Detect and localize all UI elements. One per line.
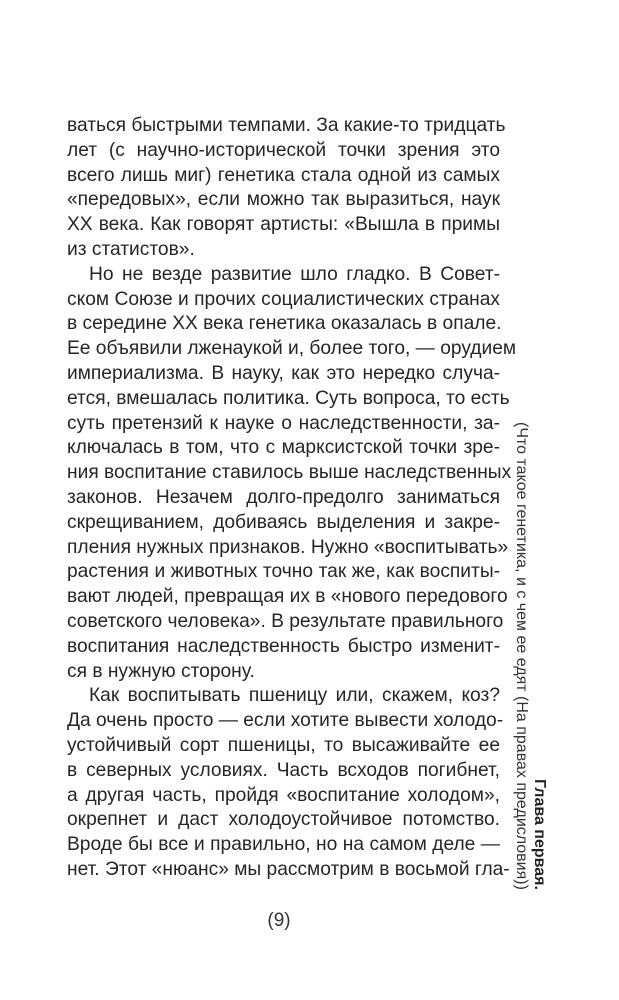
text-line: Но не везде развитие шло гладко. В Совет- — [89, 263, 500, 285]
text-line: нет. Этот «нюанс» мы рассмотрим в восьмой гла- — [67, 858, 510, 880]
text-line: ваться быстрыми темпами. За какие-то тридцать — [67, 115, 506, 136]
text-line: советского человека». В результате правильного — [67, 610, 504, 632]
text-line: Как воспитывать пшеницу или, скажем, коз? — [89, 685, 500, 707]
text-line: в северных условиях. Часть всходов погибнет, — [67, 759, 500, 781]
text-line: окрепнет и даст холодоустойчивое потомство. — [67, 809, 500, 831]
text-line: растения и животных точно так же, как воспиты- — [67, 561, 500, 583]
text-line: в середине XX века генетика оказалась в опале. — [67, 313, 502, 335]
chapter-subtitle: (Что такое генетика, и с чем ее едят (На правах предисловия)) — [513, 422, 530, 890]
text-line: воспитания наследственность быстро изменит- — [67, 635, 500, 657]
text-line: ния воспитание ставилось выше наследственных — [67, 462, 512, 484]
text-line: всего лишь миг) генетика стала одной из самых — [67, 164, 500, 186]
paragraph — [67, 263, 517, 685]
text-line: а другая часть, пройдя «воспитание холодом», — [67, 784, 500, 806]
body-text — [67, 114, 517, 883]
text-line: ском Союзе и прочих социалистических странах — [67, 288, 500, 310]
text-line: ся в нужную сторону. — [67, 660, 255, 682]
text-line: законов. Незачем долго-предолго заниматься — [67, 486, 500, 508]
text-line: ется, вмешалась политика. Суть вопроса, то есть — [67, 387, 510, 409]
text-line: «передовых», если можно так выразиться, наук — [67, 189, 500, 211]
text-line: пления нужных признаков. Нужно «воспитывать» — [67, 536, 509, 558]
chapter-title: Глава первая. — [531, 779, 548, 890]
text-line: лет (с научно-исторической точки зрения это — [67, 139, 500, 161]
text-line: суть претензий к науке о наследственности, за- — [67, 412, 500, 434]
page-number: (9) — [267, 910, 291, 931]
text-line: ключалась в том, что с марксистской точки зре- — [67, 437, 500, 459]
text-line: из статистов». — [67, 238, 195, 260]
paragraph — [67, 114, 506, 263]
text-line: устойчивый сорт пшеницы, то высаживайте ее — [67, 734, 500, 756]
text-line: Да очень просто — если хотите вывести холодо- — [67, 710, 504, 732]
text-line: империализма. В науку, как это нередко случа- — [67, 362, 500, 384]
text-line: вают людей, превращая их в «нового передового — [67, 586, 508, 608]
running-head — [512, 400, 548, 890]
paragraph — [67, 684, 510, 882]
text-line: скрещиванием, добиваясь выделения и закре- — [67, 511, 500, 533]
text-line: Ее объявили лженаукой и, более того, — орудием — [67, 338, 517, 360]
text-line: Вроде бы все и правильно, но на самом деле — — [67, 834, 500, 856]
text-line: XX века. Как говорят артисты: «Вышла в примы — [67, 214, 500, 236]
